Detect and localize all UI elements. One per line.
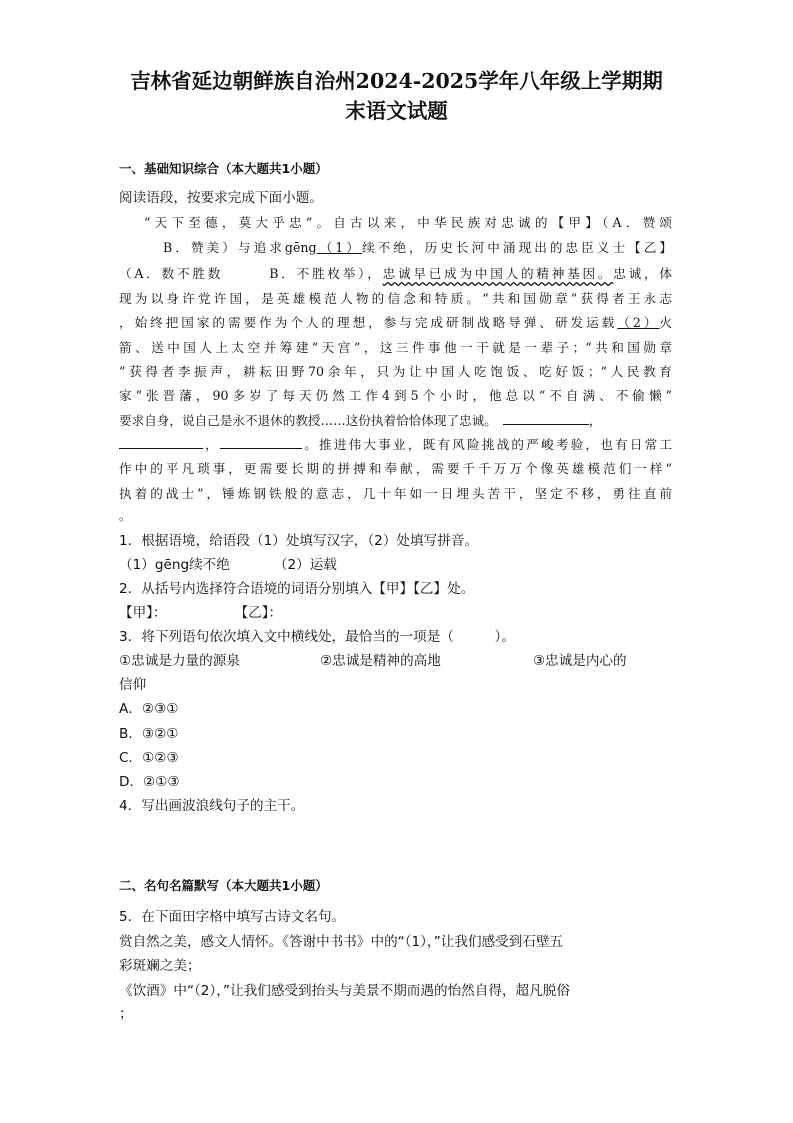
question-1-item-2: （2）运载 xyxy=(273,557,337,573)
question-5-line-4: ； xyxy=(119,1006,133,1022)
question-1-stem: 1．根据语境，给语段（1）处填写汉字，（2）处填写拼音。 xyxy=(119,533,478,549)
sentence-3: ③忠诚是内心的 xyxy=(532,653,627,669)
question-5-stem: 5．在下面田字格中填写古诗文名句。 xyxy=(119,909,346,925)
passage-line-2: B．赞美）与追求gēng（1）续不绝，历史长河中涌现出的忠臣义士【乙】 xyxy=(163,240,673,255)
question-4-stem: 4．写出画波浪线句子的主干。 xyxy=(119,798,305,814)
section-2-heading: 二、名句名篇默写（本大题共1小题） xyxy=(119,878,328,893)
passage-line-13: 。 xyxy=(119,508,132,523)
passage-line-12: 执着的战士”，锤炼钢铁般的意志，几十年如一日埋头苦干，坚定不移，勇往直前 xyxy=(119,486,672,501)
passage-line-10: ， 。推进伟大事业，既有风险挑战的严峻考验，也有日常工 xyxy=(119,435,672,455)
question-2-answers xyxy=(119,603,282,623)
passage-line-7: ”获得者李振声，耕耘田野70余年，只为让中国人吃饱饭、吃好饭；“人民教育 xyxy=(119,364,672,379)
answer-blank-c[interactable] xyxy=(220,436,302,449)
question-5-line-2: 彩斑斓之美； xyxy=(119,958,201,974)
passage-line-5: ，始终把国家的需要作为个人的理想，参与完成研制战略导弹、研发运载（2）火 xyxy=(119,315,673,330)
reading-instruction: 阅读语段，按要求完成下面小题。 xyxy=(119,190,323,206)
option-a[interactable]: A．②③① xyxy=(119,701,179,717)
passage-line-8: 家”张晋藩，90多岁了每天仍然工作4到5个小时，他总以“不自满、不偷懒” xyxy=(119,388,672,403)
passage-line-9: 要求自身，说自己是永不退休的教授……这份执着恰恰体现了忠诚。 ， xyxy=(119,413,602,428)
answer-blank-a[interactable] xyxy=(503,412,589,425)
option-d[interactable]: D．②①③ xyxy=(119,774,180,790)
sentence-1: ①忠诚是力量的源泉 xyxy=(119,653,240,669)
passage-line-1: “天下至德，莫大乎忠”。自古以来，中华民族对忠诚的【甲】（A．赞颂 xyxy=(144,215,672,230)
question-2-stem: 2．从括号内选择符合语境的词语分别填入【甲】【乙】处。 xyxy=(119,581,475,597)
passage-line-4: 现为以身许党许国，是英雄模范人物的信念和特质。“共和国勋章”获得者王永志 xyxy=(119,291,672,306)
blank-2[interactable]: （2） xyxy=(617,315,660,330)
question-3-stem: 3．将下列语句依次填入文中横线处，最恰当的一项是（ ）。 xyxy=(119,629,516,645)
passage-line-11: 作中的平凡琐事，更需要长期的拼搏和奉献，需要千千万万个像英雄模范们一样“ xyxy=(119,461,672,476)
option-c[interactable]: C．①②③ xyxy=(119,750,179,766)
page-title-line-1: 吉林省延边朝鲜族自治州2024-2025学年八年级上学期期 xyxy=(130,69,663,93)
passage-line-3: （A．数不胜数 B．不胜枚举），忠诚早已成为中国人的精神基因。忠诚，体 xyxy=(119,266,673,281)
page-title-line-2: 末语文试题 xyxy=(345,99,448,123)
question-3-sentences xyxy=(119,651,627,671)
question-1-items xyxy=(119,555,337,575)
section-1-heading: 一、基础知识综合（本大题共1小题） xyxy=(119,161,328,176)
question-5-line-3: 《饮酒》中“（2），”让我们感受到抬头与美景不期而遇的怡然自得，超凡脱俗 xyxy=(119,983,570,999)
blank-1[interactable]: （1） xyxy=(316,240,363,255)
option-b[interactable]: B．③②① xyxy=(119,726,179,742)
question-5-line-1: 赏自然之美，感文人情怀。《答谢中书书》中的“（1），”让我们感受到石壁五 xyxy=(119,934,564,950)
wavy-underlined-sentence: 忠诚早已成为中国人的精神基因。 xyxy=(382,266,614,281)
sentence-3-continued: 信仰 xyxy=(119,677,147,693)
answer-blank-b[interactable] xyxy=(119,436,203,449)
answer-jia-label[interactable]: 【甲】： xyxy=(119,605,167,621)
answer-yi-label[interactable]: 【乙】： xyxy=(234,605,283,621)
passage-line-6: 箭、送中国人上太空并筹建“天宫”，这三件事他一干就是一辈子；“共和国勋章 xyxy=(119,340,672,355)
question-1-item-1: （1）gēng续不绝 xyxy=(119,557,230,573)
sentence-2: ②忠诚是精神的高地 xyxy=(319,653,441,669)
